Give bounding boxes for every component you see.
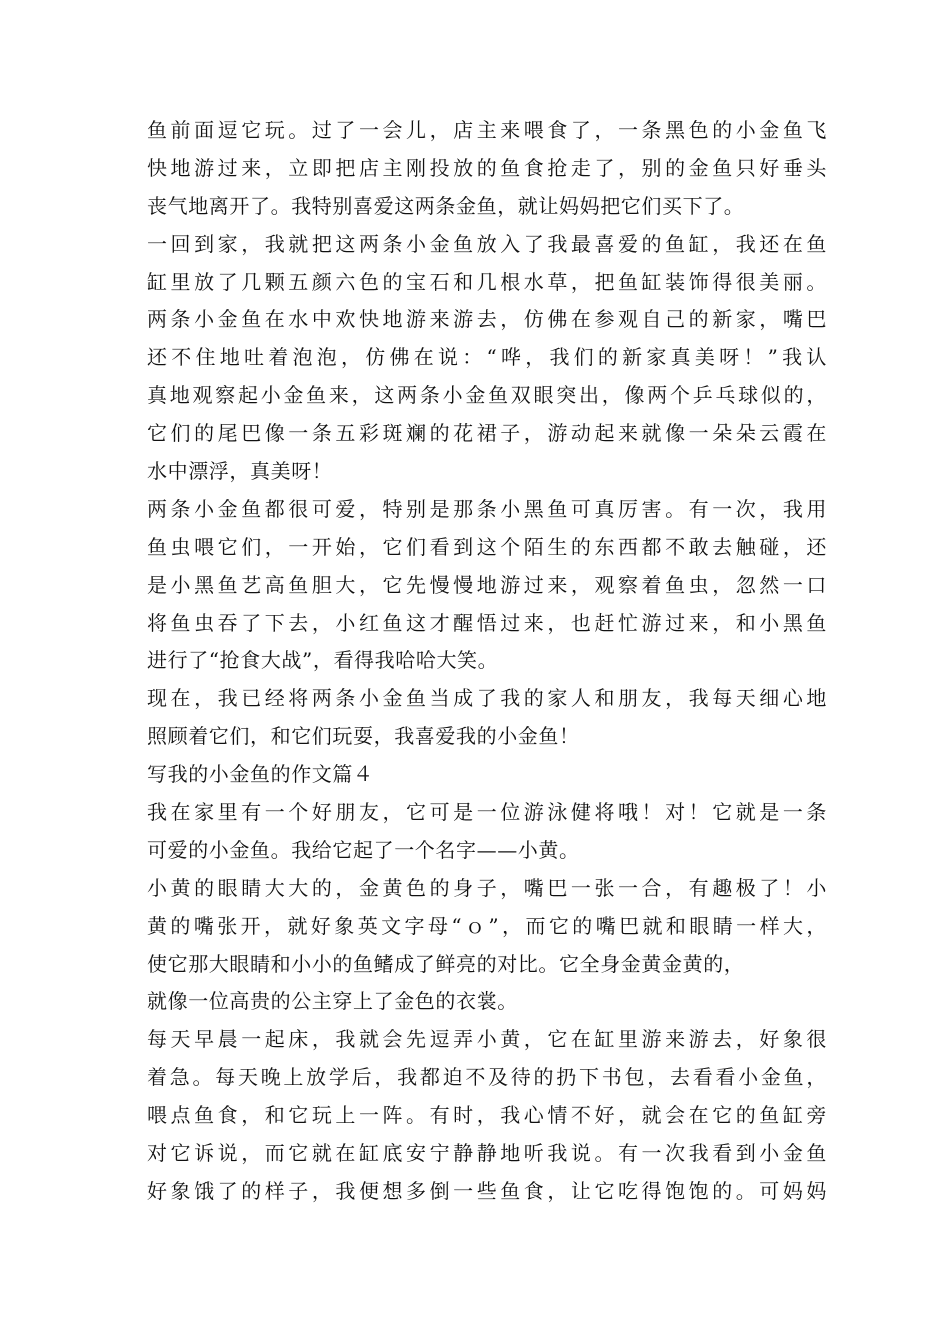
text-line: 两条小金鱼在水中欢快地游来游去，仿佛在参观自己的新家，嘴巴 <box>147 307 827 332</box>
text-line: 我在家里有一个好朋友，它可是一位游泳健将哦！对！它就是一条 <box>147 800 827 825</box>
text-line: 每天早晨一起床，我就会先逗弄小黄，它在缸里游来游去，好象很 <box>147 1027 827 1052</box>
text-line: 使它那大眼睛和小小的鱼鳍成了鲜亮的对比。它全身金黄金黄的， <box>147 951 745 976</box>
text-line: 还不住地吐着泡泡，仿佛在说：“哗，我们的新家真美呀！”我认 <box>147 345 827 370</box>
text-line: 黄的嘴张开，就好象英文字母“ｏ”，而它的嘴巴就和眼睛一样大， <box>147 913 827 938</box>
text-line: 快地游过来，立即把店主刚投放的鱼食抢走了，别的金鱼只好垂头 <box>147 155 827 180</box>
text-line: 对它诉说，而它就在缸底安宁静静地听我说。有一次我看到小金鱼 <box>147 1141 827 1166</box>
text-line: 就像一位高贵的公主穿上了金色的衣裳。 <box>147 989 518 1014</box>
text-line: 两条小金鱼都很可爱，特别是那条小黑鱼可真厉害。有一次，我用 <box>147 496 827 521</box>
text-line: 水中漂浮，真美呀！ <box>147 459 333 484</box>
text-line: 鱼前面逗它玩。过了一会儿，店主来喂食了，一条黑色的小金鱼飞 <box>147 118 827 142</box>
text-line: 鱼虫喂它们，一开始，它们看到这个陌生的东西都不敢去触碰，还 <box>147 534 827 559</box>
text-line: 进行了“抢食大战”，看得我哈哈大笑。 <box>147 648 499 673</box>
text-line: 喂点鱼食，和它玩上一阵。有时，我心情不好，就会在它的鱼缸旁 <box>147 1103 827 1128</box>
text-line: 一回到家，我就把这两条小金鱼放入了我最喜爱的鱼缸，我还在鱼 <box>147 231 827 256</box>
text-line: 着急。每天晚上放学后，我都迫不及待的扔下书包，去看看小金鱼， <box>147 1065 827 1090</box>
text-line: 照顾着它们，和它们玩耍，我喜爱我的小金鱼！ <box>147 724 580 749</box>
section-heading: 写我的小金鱼的作文篇４ <box>147 762 374 787</box>
text-line: 丧气地离开了。我特别喜爱这两条金鱼，就让妈妈把它们买下了。 <box>147 193 745 218</box>
text-line: 将鱼虫吞了下去，小红鱼这才醒悟过来，也赶忙游过来，和小黑鱼 <box>147 610 827 635</box>
text-line: 缸里放了几颗五颜六色的宝石和几根水草，把鱼缸装饰得很美丽。 <box>147 269 827 294</box>
text-line: 可爱的小金鱼。我给它起了一个名字——小黄。 <box>147 837 580 862</box>
text-line: 好象饿了的样子，我便想多倒一些鱼食，让它吃得饱饱的。可妈妈 <box>147 1178 827 1203</box>
text-line: 它们的尾巴像一条五彩斑斓的花裙子，游动起来就像一朵朵云霞在 <box>147 421 827 446</box>
essay-body <box>147 112 827 1211</box>
text-line: 小黄的眼睛大大的，金黄色的身子，嘴巴一张一合，有趣极了！小 <box>147 875 827 900</box>
text-line: 真地观察起小金鱼来，这两条小金鱼双眼突出，像两个乒乓球似的， <box>147 383 827 408</box>
text-line: 现在，我已经将两条小金鱼当成了我的家人和朋友，我每天细心地 <box>147 686 827 711</box>
text-line: 是小黑鱼艺高鱼胆大，它先慢慢地游过来，观察着鱼虫，忽然一口 <box>147 572 827 597</box>
